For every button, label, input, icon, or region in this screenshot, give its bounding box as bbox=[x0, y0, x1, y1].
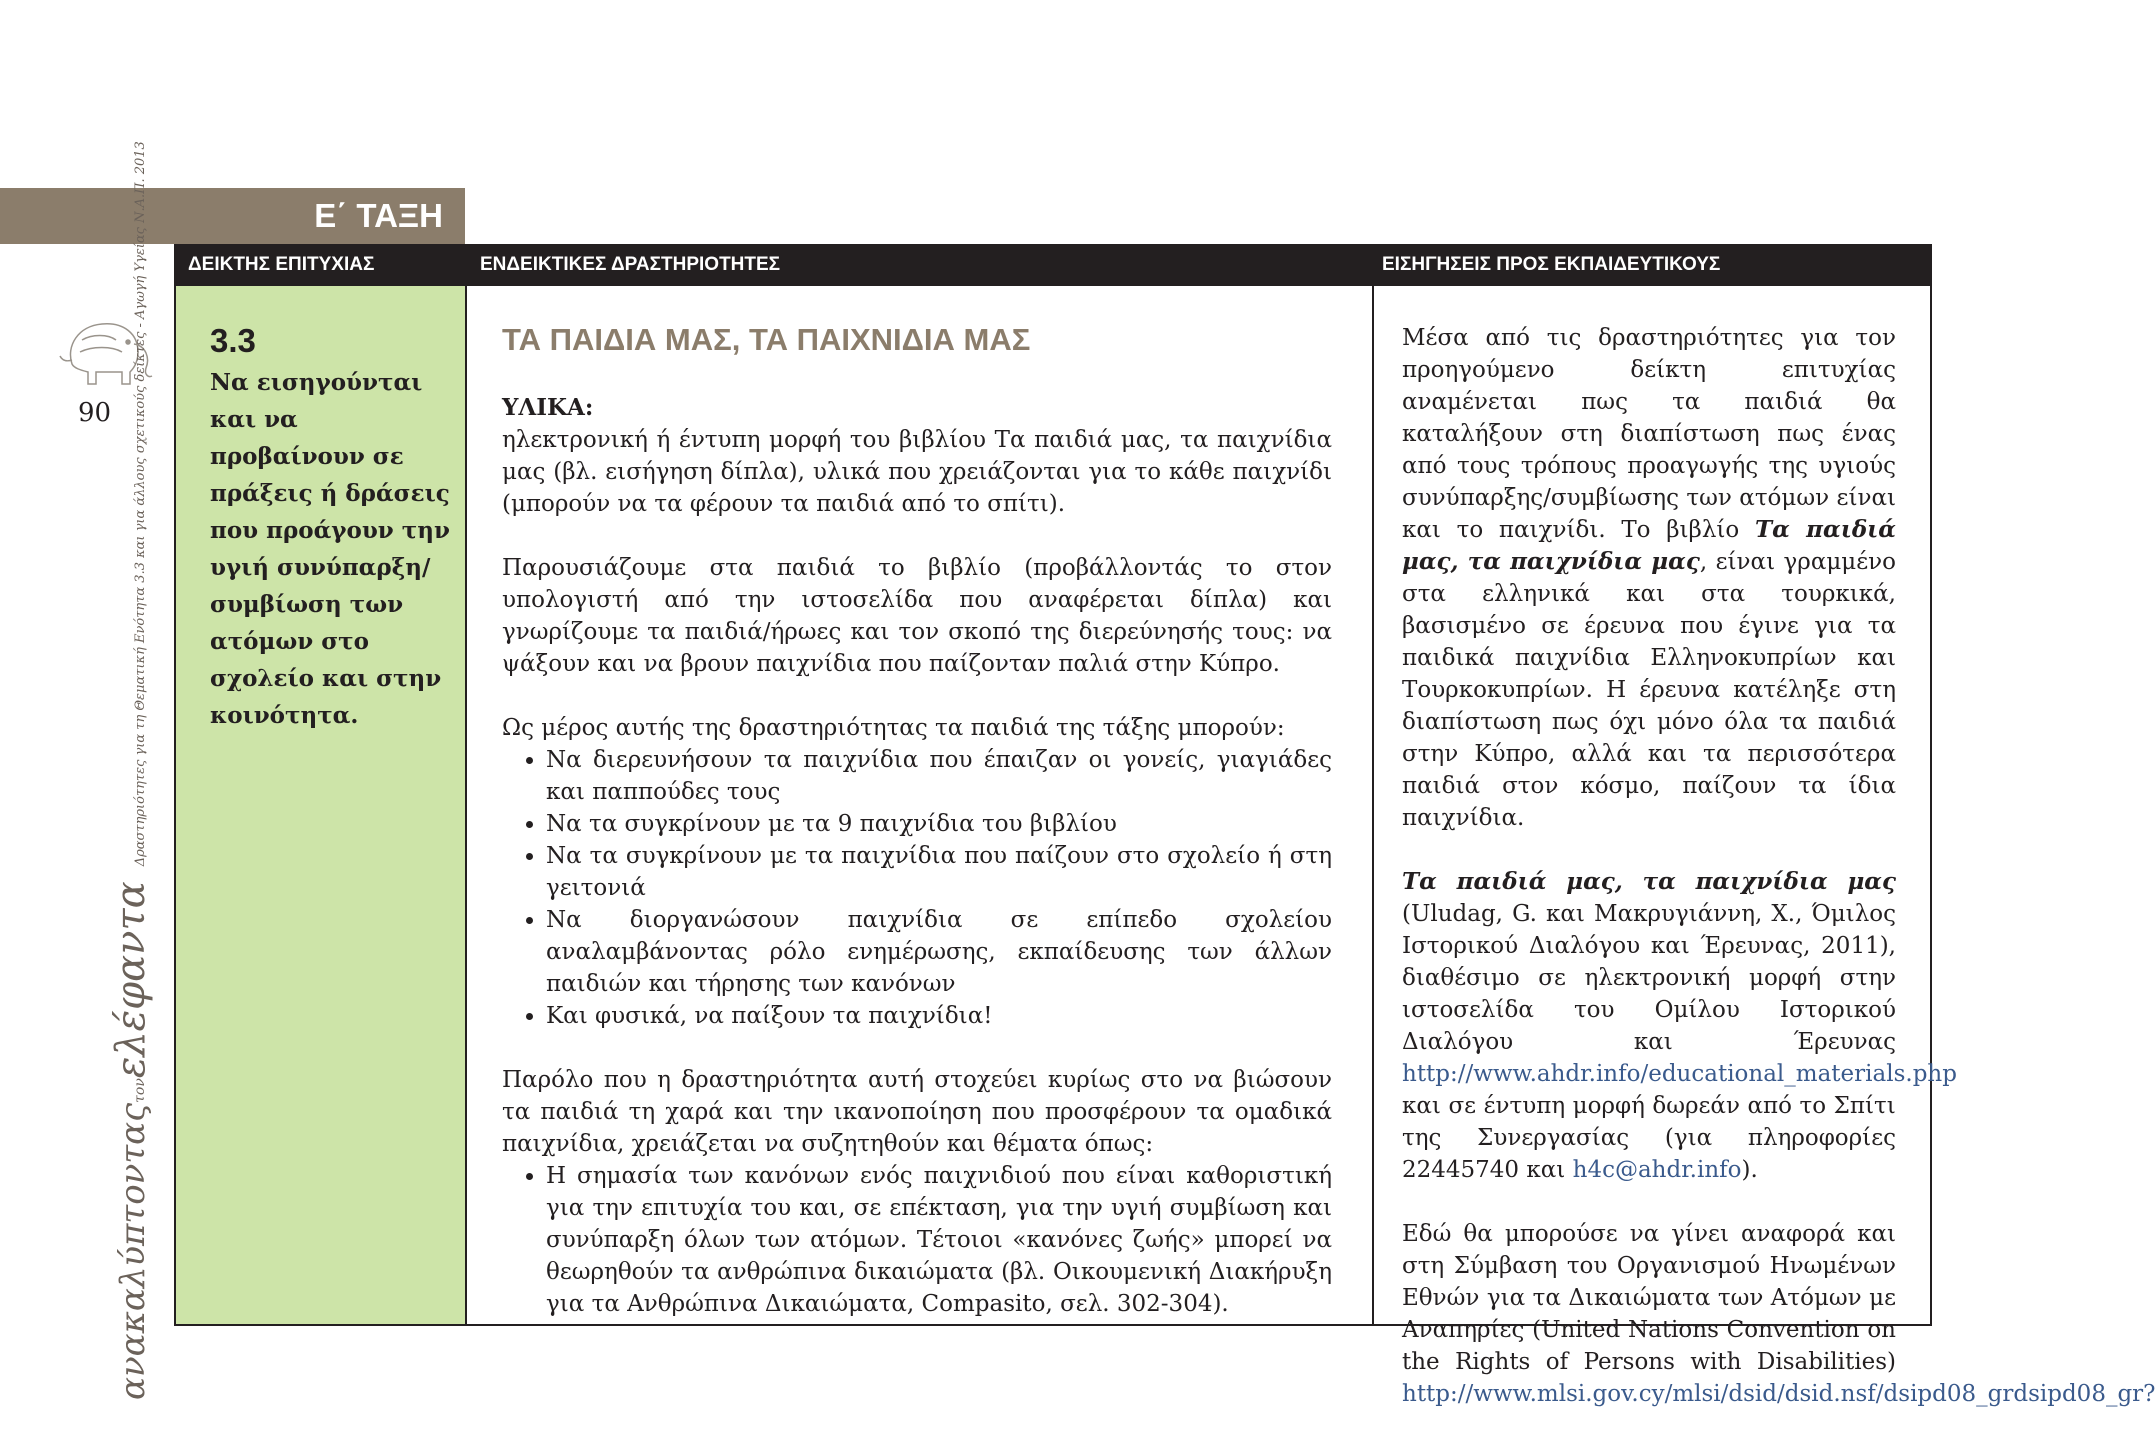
suggestion-paragraph: Εδώ θα μπορούσε να γίνει αναφορά και στη Σύμβαση του Οργανισμού Ηνωμένων Εθνών για τα Δικαιώματα των Ατόμων με Αναπηρίες (United Nations Convention on the Rights of Persons with Disabilities) http://www.mlsi.gov.cy/mlsi/dsid/dsid.nsf/dsipd08_grdsipd08_gr? bbox=[1402, 1221, 2156, 1407]
list-item: • Να διοργανώσουν παιχνίδια σε επίπεδο σχολείου αναλαμβάνοντας ρόλο ενημέρωσης, εκπαίδευσης των άλλων παιδιών και τήρησης των κανόνων bbox=[546, 904, 1332, 1000]
ahdr-link[interactable]: http://www.ahdr.info/educational_materials.php bbox=[1402, 1061, 1957, 1087]
activity-paragraph: Παρουσιάζουμε στα παιδιά το βιβλίο (προβάλλοντάς το στον υπολογιστή από την ιστοσελίδα που αναφέρεται δίπλα) και γνωρίζουμε τα παιδιά/ήρωες και τον σκοπό της διερεύνησής τους: να ψάξουν και να βρουν παιχνίδια που παίζονταν παλιά στην Κύπρο. bbox=[502, 555, 1332, 677]
list-item: • Να τα συγκρίνουν με τα παιχνίδια που παίζουν στο σχολείο ή στη γειτονιά bbox=[546, 840, 1332, 904]
materials-label: ΥΛΙΚΑ: bbox=[502, 394, 594, 421]
grade-band bbox=[0, 188, 465, 244]
side-caption: Δραστηριότητες για τη Θεματική Ενότητα 3.3 και για άλλους σχετικούς δείκτες - Αγωγή Υγείας Ν.Α.Π. 2013 bbox=[133, 141, 148, 867]
side-footer bbox=[108, 141, 154, 1400]
list-item: • Να τα συγκρίνουν με τα 9 παιχνίδια του βιβλίου bbox=[546, 808, 1332, 840]
activity-paragraph: Παρόλο που η δραστηριότητα αυτή στοχεύει κυρίως στο να βιώσουν τα παιδιά τη χαρά και την ικανοποίηση που προσφέρουν τα ομαδικά παιχνίδια, χρειάζεται να συζητηθούν και θέματα όπως: bbox=[502, 1067, 1332, 1157]
indicator-number: 3.3 bbox=[210, 322, 256, 359]
activity-bullet-list bbox=[502, 744, 1332, 1032]
materials-text: ηλεκτρονική ή έντυπη μορφή του βιβλίου Τα παιδιά μας, τα παιχνίδια μας (βλ. εισήγηση δίπλα), υλικά που χρειάζονται για το κάθε παιχνίδι (μπορούν να τα φέρουν τα παιδιά από το σπίτι). bbox=[502, 427, 1332, 517]
series-logo: ανακαλύπτονταςτονελέφαντα bbox=[108, 881, 154, 1400]
indicator-text: Να εισηγούνται και να προβαίνουν σε πράξεις ή δράσεις που προάγουν την υγιή συνύπαρξη/ συμβίωση των ατόμων στο σχολείο και στην κοινότητα. bbox=[210, 369, 450, 729]
grade-label: Ε΄ ΤΑΞΗ bbox=[314, 197, 443, 234]
header-activities: ΕΝΔΕΙΚΤΙΚΕΣ ΔΡΑΣΤΗΡΙΟΤΗΤΕΣ bbox=[480, 254, 781, 275]
suggestion-paragraph: Μέσα από τις δραστηριότητες για τον προηγούμενο δείκτη επιτυχίας αναμένεται πως τα παιδιά θα καταλήξουν στη διαπίστωση πως ένας από τους τρόπους προαγωγής της υγιούς συνύπαρξης/συμβίωσης των ατόμων είναι και το παιχνίδι. Το βιβλίο Τα παιδιά μας, τα παιχνίδια μας, είναι γραμμένο στα ελληνικά και στα τουρκικά, βασισμένο σε έρευνα που έγινε για τα παιδικά παιχνίδια Ελληνοκυπρίων και Τουρκοκυπρίων. Η έρευνα κατέληξε στη διαπίστωση πως όχι μόνο όλα τα παιδιά στην Κύπρο, αλλά και τα περισσότερα παιδιά στον κόσμο, παίζουν τα ίδια παιχνίδια. bbox=[1402, 325, 1897, 831]
activities-column bbox=[502, 392, 1332, 1352]
header-suggestions: ΕΙΣΗΓΗΣΕΙΣ ΠΡΟΣ ΕΚΠΑΙΔΕΥΤΙΚΟΥΣ bbox=[1382, 254, 1721, 275]
header-indicator: ΔΕΙΚΤΗΣ ΕΠΙΤΥΧΙΑΣ bbox=[188, 254, 375, 275]
email-link[interactable]: h4c@ahdr.info bbox=[1572, 1157, 1742, 1183]
activity-bullet-list bbox=[502, 1160, 1332, 1320]
list-item: • Και φυσικά, να παίξουν τα παιχνίδια! bbox=[546, 1000, 1332, 1032]
column-divider bbox=[1372, 244, 1374, 1326]
book-title: Τα παιδιά μας, τα παιχνίδια μας bbox=[1402, 516, 1897, 575]
column-divider bbox=[465, 244, 467, 1326]
suggestion-paragraph: Τα παιδιά μας, τα παιχνίδια μας (Uludag, G. και Μακρυγιάννη, Χ., Όμιλος Ιστορικού Διαλόγου και Έρευνας, 2011), διαθέσιμο σε ηλεκτρονική μορφή στην ιστοσελίδα του Ομίλου Ιστορικού Διαλόγου και Έρευνας http://www.ahdr.info/educational_materials.php και σε έντυπη μορφή δωρεάν από το Σπίτι της Συνεργασίας (για πληροφορίες 22445740 και h4c@ahdr.info). bbox=[1402, 868, 1957, 1183]
list-item: • Η σημασία των κανόνων ενός παιχνιδιού που είναι καθοριστική για την επιτυχία του και, σε επέκταση, για την υγιή συμβίωση και συνύπαρξη όλων των ατόμων. Τέτοιοι «κανόνες ζωής» μπορεί να θεωρηθούν τα ανθρώπινα δικαιώματα (βλ. Οικουμενική Διακήρυξη για τα Ανθρώπινα Δικαιώματα, Compasito, σελ. 302-304). bbox=[546, 1160, 1332, 1320]
book-title: Τα παιδιά μας, τα παιχνίδια μας bbox=[1402, 868, 1896, 895]
page-number: 90 bbox=[78, 398, 112, 428]
suggestions-column bbox=[1402, 322, 2156, 1410]
activity-title: ΤΑ ΠΑΙΔΙΑ ΜΑΣ, ΤΑ ΠΑΙΧΝΙΔΙΑ ΜΑΣ bbox=[502, 322, 1031, 357]
list-item: • Να διερευνήσουν τα παιχνίδια που έπαιζαν οι γονείς, γιαγιάδες και παππούδες τους bbox=[546, 744, 1332, 808]
mlsi-link[interactable]: http://www.mlsi.gov.cy/mlsi/dsid/dsid.nsf/dsipd08_grdsipd08_gr? bbox=[1402, 1381, 2156, 1407]
table-header bbox=[174, 244, 1932, 286]
activity-paragraph: Ως μέρος αυτής της δραστηριότητας τα παιδιά της τάξης μπορούν: bbox=[502, 715, 1285, 741]
